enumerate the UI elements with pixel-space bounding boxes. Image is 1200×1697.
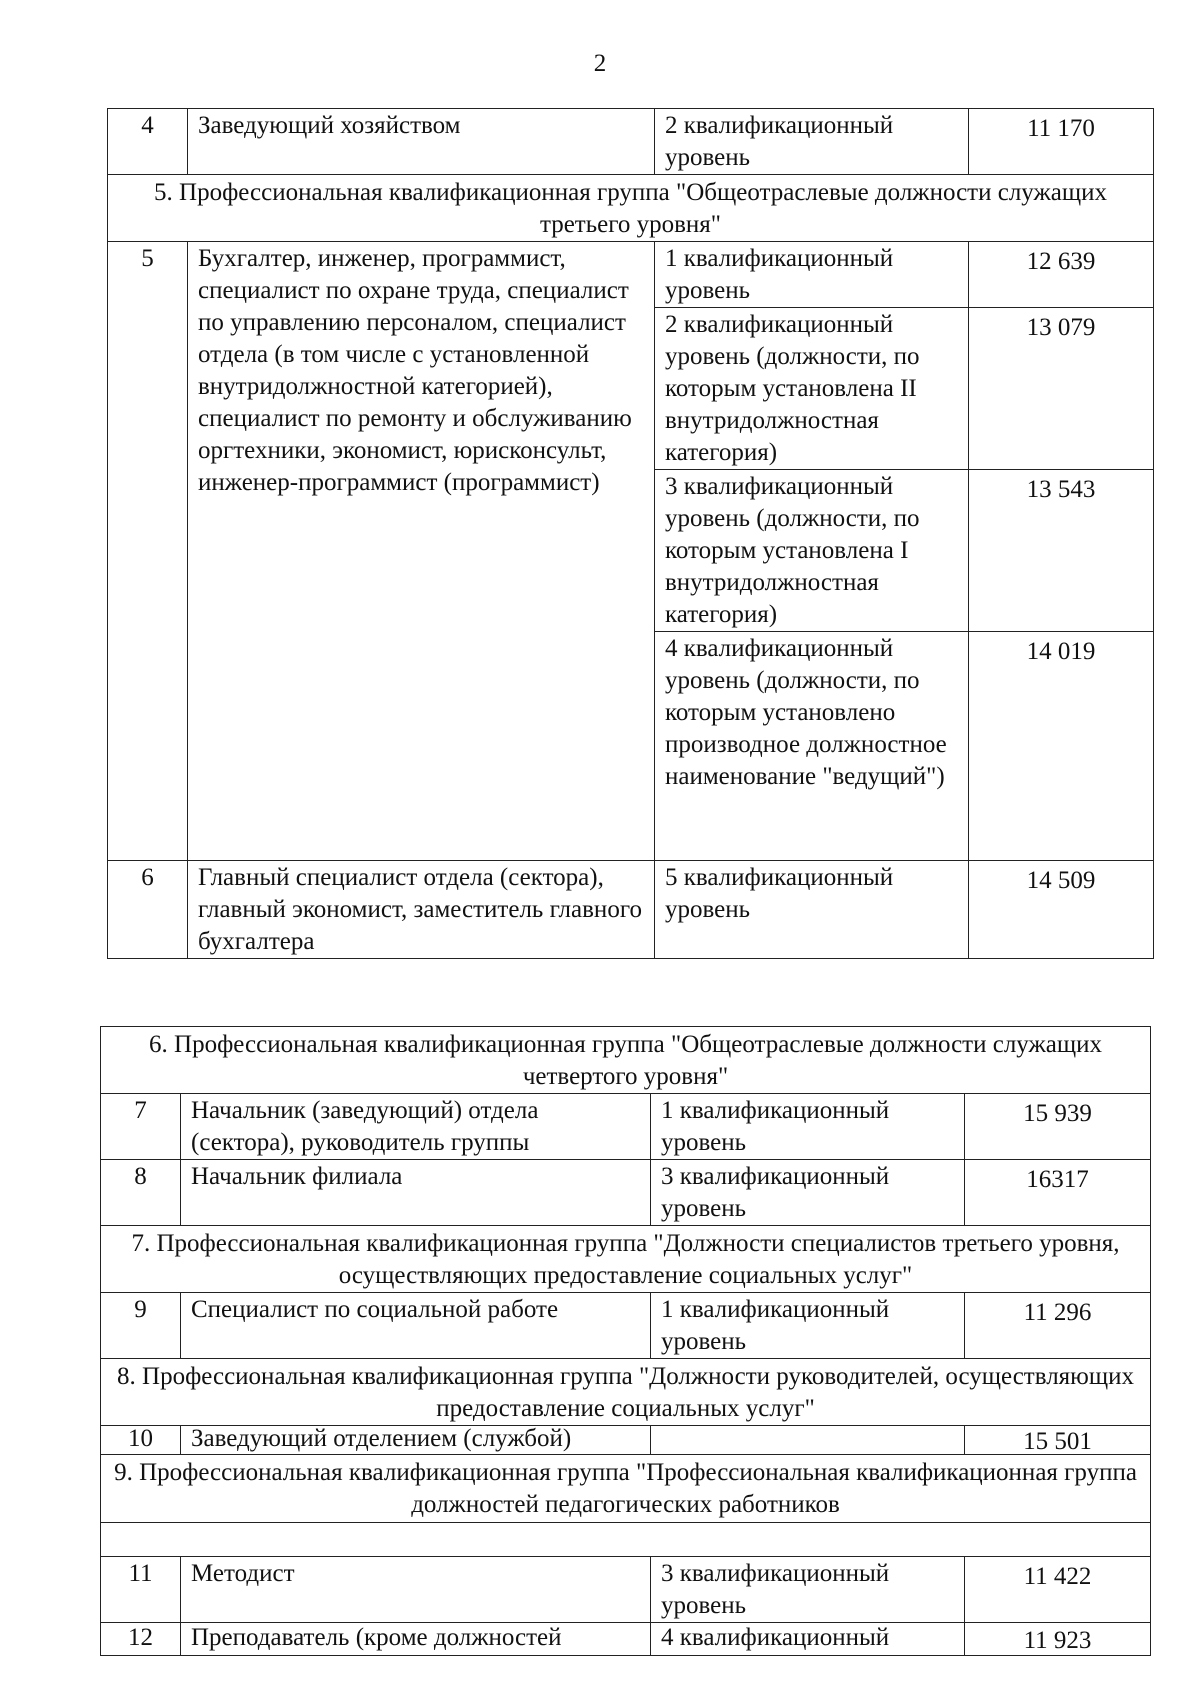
qualification-level: 5 квалификационный уровень bbox=[655, 861, 969, 959]
qualification-level: 4 квалификационный bbox=[651, 1623, 965, 1656]
salary-value: 15 939 bbox=[965, 1094, 1151, 1160]
row-number: 9 bbox=[101, 1293, 181, 1359]
position-name: Методист bbox=[181, 1557, 651, 1623]
table-row bbox=[108, 109, 1154, 175]
salary-value: 11 170 bbox=[969, 109, 1154, 175]
group-heading: 9. Профессиональная квалификационная группа "Профессиональная квалификационная группа должностей педагогических работников bbox=[101, 1455, 1151, 1523]
salary-table-upper bbox=[107, 108, 1154, 959]
group-row bbox=[101, 1027, 1151, 1094]
position-name: Заведующий отделением (службой) bbox=[181, 1426, 651, 1455]
salary-value: 11 923 bbox=[965, 1623, 1151, 1656]
row-number: 4 bbox=[108, 109, 188, 175]
qualification-level: 2 квалификационный уровень (должности, по которым установлена II внутридолжностная категория) bbox=[655, 308, 969, 470]
salary-value: 11 422 bbox=[965, 1557, 1151, 1623]
qualification-level: 2 квалификационный уровень bbox=[655, 109, 969, 175]
qualification-level: 4 квалификационный уровень (должности, по которым установлено производное должностное наименование "ведущий") bbox=[655, 632, 969, 861]
salary-value: 11 296 bbox=[965, 1293, 1151, 1359]
position-name: Бухгалтер, инженер, программист, специалист по охране труда, специалист по управлению персоналом, специалист отдела (в том числе с установленной внутридолжностной категорией), специалист по ремонту и обслуживанию оргтехники, экономист, юрисконсульт, инженер-программист (программист) bbox=[188, 242, 655, 861]
group-heading: 6. Профессиональная квалификационная группа "Общеотраслевые должности служащих четвертого уровня" bbox=[101, 1027, 1151, 1094]
table-row bbox=[101, 1623, 1151, 1656]
table-row bbox=[108, 242, 1154, 308]
salary-value: 14 509 bbox=[969, 861, 1154, 959]
group-heading: 8. Профессиональная квалификационная группа "Должности руководителей, осуществляющих предоставление социальных услуг" bbox=[101, 1359, 1151, 1426]
table-row bbox=[101, 1094, 1151, 1160]
row-number: 11 bbox=[101, 1557, 181, 1623]
group-row bbox=[101, 1455, 1151, 1523]
qualification-level bbox=[651, 1426, 965, 1455]
salary-value: 16317 bbox=[965, 1160, 1151, 1226]
qualification-level: 3 квалификационный уровень bbox=[651, 1160, 965, 1226]
row-number: 7 bbox=[101, 1094, 181, 1160]
salary-value: 14 019 bbox=[969, 632, 1154, 861]
position-name: Начальник филиала bbox=[181, 1160, 651, 1226]
position-name: Специалист по социальной работе bbox=[181, 1293, 651, 1359]
salary-value: 13 079 bbox=[969, 308, 1154, 470]
group-row bbox=[101, 1226, 1151, 1293]
spacer-row bbox=[101, 1523, 1151, 1557]
qualification-level: 1 квалификационный уровень bbox=[655, 242, 969, 308]
row-number: 5 bbox=[108, 242, 188, 861]
table-row bbox=[101, 1426, 1151, 1455]
empty-cell bbox=[101, 1523, 1151, 1557]
table-row bbox=[101, 1557, 1151, 1623]
position-name: Преподаватель (кроме должностей bbox=[181, 1623, 651, 1656]
qualification-level: 1 квалификационный уровень bbox=[651, 1293, 965, 1359]
row-number: 8 bbox=[101, 1160, 181, 1226]
qualification-level: 3 квалификационный уровень (должности, по которым установлена I внутридолжностная категория) bbox=[655, 470, 969, 632]
salary-value: 15 501 bbox=[965, 1426, 1151, 1455]
row-number: 12 bbox=[101, 1623, 181, 1656]
position-name: Заведующий хозяйством bbox=[188, 109, 655, 175]
position-name: Главный специалист отдела (сектора), главный экономист, заместитель главного бухгалтера bbox=[188, 861, 655, 959]
row-number: 10 bbox=[101, 1426, 181, 1455]
table-row bbox=[101, 1293, 1151, 1359]
salary-value: 12 639 bbox=[969, 242, 1154, 308]
qualification-level: 1 квалификационный уровень bbox=[651, 1094, 965, 1160]
page-number: 2 bbox=[593, 50, 607, 77]
salary-table-lower bbox=[100, 1026, 1151, 1656]
group-heading: 7. Профессиональная квалификационная группа "Должности специалистов третьего уровня, осуществляющих предоставление социальных услуг" bbox=[101, 1226, 1151, 1293]
table-row bbox=[108, 861, 1154, 959]
group-row bbox=[101, 1359, 1151, 1426]
table-row bbox=[101, 1160, 1151, 1226]
group-row bbox=[108, 175, 1154, 242]
row-number: 6 bbox=[108, 861, 188, 959]
salary-value: 13 543 bbox=[969, 470, 1154, 632]
position-name: Начальник (заведующий) отдела (сектора), руководитель группы bbox=[181, 1094, 651, 1160]
group-heading: 5. Профессиональная квалификационная группа "Общеотраслевые должности служащих третьего уровня" bbox=[108, 175, 1154, 242]
qualification-level: 3 квалификационный уровень bbox=[651, 1557, 965, 1623]
